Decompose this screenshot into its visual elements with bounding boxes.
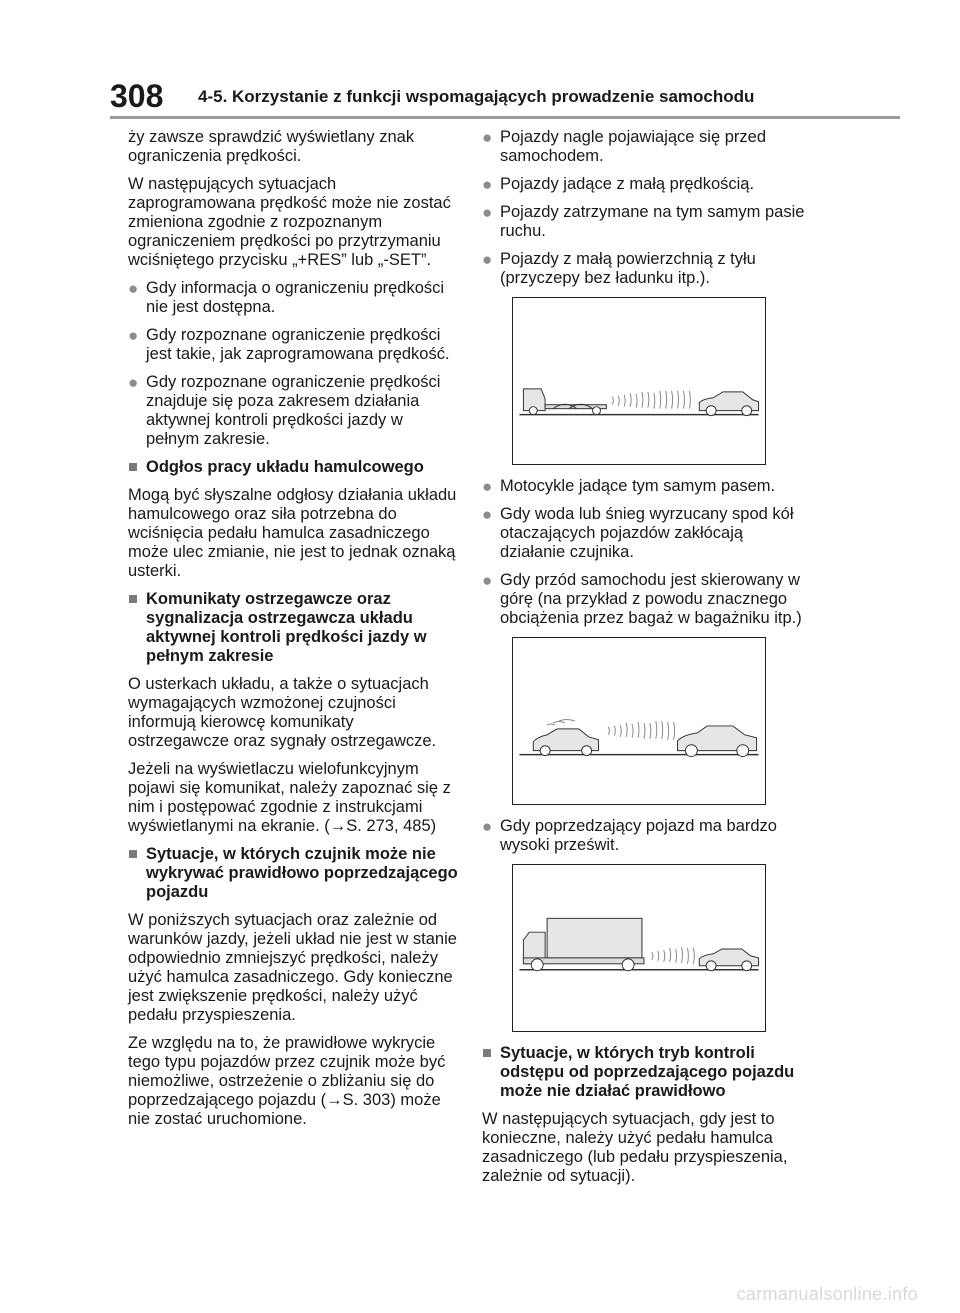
bullet-item: ● Pojazdy zatrzymane na tym samym pasie ruchu. [482, 203, 805, 240]
raised-front-illustration [513, 638, 765, 804]
illustration-high-clearance [512, 864, 766, 1032]
paragraph: O usterkach układu, a także o sytuacjach wymagających wzmożonej czujności informują kierowcę komunikaty ostrzegawcze oraz sygnały ostrzegawcze. [128, 675, 437, 750]
bullet-icon: ● [482, 203, 493, 222]
bullet-icon: ● [482, 477, 493, 496]
bullet-item: ● Gdy rozpoznane ograniczenie prędkości jest takie, jak zaprogramowana prędkość. [128, 326, 450, 363]
bullet-item: ● Gdy przód samochodu jest skierowany w górę (na przykład z powodu znacznego obciążenia przez bagaż w bagażniku itp.) [482, 571, 802, 627]
bullet-icon: ● [482, 250, 493, 269]
bullet-icon: ● [482, 817, 493, 836]
paragraph: W poniższych sytuacjach oraz zależnie od warunków jazdy, jeżeli układ nie jest w stanie odpowiednio zmniejszyć prędkości, należy użyć hamulca zasadniczego. Gdy konieczne jest zwiększenie prędkości, należy użyć pedału przyspieszenia. [128, 911, 457, 1024]
bullet-item: ● Pojazdy z małą powierzchnią z tyłu (przyczepy bez ładunku itp.). [482, 250, 756, 287]
paragraph: W następujących sytuacjach zaprogramowana prędkość może nie zostać zmieniona zgodnie z rozpoznanym ograniczeniem prędkości po przytrzymaniu wciśniętego przycisku „+RES” lub „-SET”. [128, 175, 451, 269]
bullet-icon: ● [128, 326, 139, 345]
square-icon: ■ [128, 590, 138, 608]
left-column [128, 128, 458, 1138]
bullet-icon: ● [482, 128, 493, 147]
paragraph: W następujących sytuacjach, gdy jest to konieczne, należy użyć pedału hamulca zasadniczego (lub pedału przyspieszenia, zależnie od sytuacji). [482, 1110, 788, 1185]
square-icon: ■ [128, 458, 138, 476]
section-heading: ■ Komunikaty ostrzegawcze oraz sygnalizacja ostrzegawcza układu aktywnej kontroli prędkości jazdy w pełnym zakresie [128, 590, 427, 665]
header-divider [110, 116, 900, 119]
chapter-title: 4-5. Korzystanie z funkcji wspomagających prowadzenie samochodu [198, 87, 755, 106]
section-heading: ■ Sytuacje, w których tryb kontroli odstępu od poprzedzającego pojazdu może nie działać prawidłowo [482, 1044, 795, 1100]
bullet-icon: ● [482, 175, 493, 194]
trailer-car-illustration [513, 298, 765, 464]
section-heading: ■ Sytuacje, w których czujnik może nie wykrywać prawidłowo poprzedzającego pojazdu [128, 845, 458, 901]
right-column [482, 128, 812, 1195]
bullet-icon: ● [128, 279, 139, 298]
bullet-item: ● Pojazdy nagle pojawiające się przed samochodem. [482, 128, 766, 165]
bullet-item: ● Gdy informacja o ograniczeniu prędkości nie jest dostępna. [128, 279, 445, 316]
illustration-trailer [512, 297, 766, 465]
bullet-icon: ● [128, 373, 139, 392]
square-icon: ■ [128, 845, 138, 863]
bullet-icon: ● [482, 571, 493, 590]
watermark: carmanualsonline.info [736, 1284, 918, 1304]
high-clearance-illustration [513, 865, 765, 1031]
bullet-item: ● Pojazdy jadące z małą prędkością. [482, 175, 755, 194]
bullet-item: ● Gdy poprzedzający pojazd ma bardzo wysoki prześwit. [482, 817, 777, 854]
paragraph: Jeżeli na wyświetlaczu wielofunkcyjnym pojawi się komunikat, należy zapoznać się z nim i postępować zgodnie z instrukcjami wyświetlanymi na ekranie. (→S. 273, 485) [128, 760, 451, 835]
page-number: 308 [110, 78, 164, 114]
section-heading: ■ Odgłos pracy układu hamulcowego [128, 458, 424, 476]
bullet-icon: ● [482, 505, 493, 524]
paragraph: ży zawsze sprawdzić wyświetlany znak ograniczenia prędkości. [128, 128, 415, 165]
bullet-item: ● Gdy rozpoznane ograniczenie prędkości znajduje się poza zakresem działania aktywnej kontroli prędkości jazdy w pełnym zakresie. [128, 373, 441, 448]
bullet-item: ● Motocykle jadące tym samym pasem. [482, 477, 776, 496]
paragraph: Mogą być słyszalne odgłosy działania układu hamulcowego oraz siła potrzebna do wciśnięcia pedału hamulca zasadniczego może ulec zmianie, nie jest to jednak oznaką usterki. [128, 486, 457, 580]
page-header [110, 78, 900, 118]
bullet-item: ● Gdy woda lub śnieg wyrzucany spod kół otaczających pojazdów zakłócają działanie czujnika. [482, 505, 794, 561]
illustration-raised-front [512, 637, 766, 805]
square-icon: ■ [482, 1044, 492, 1062]
paragraph: Ze względu na to, że prawidłowe wykrycie tego typu pojazdów przez czujnik może być niemożliwe, ostrzeżenie o zbliżaniu się do poprzedzającego pojazdu (→S. 303) może nie zostać uruchomione. [128, 1034, 446, 1128]
